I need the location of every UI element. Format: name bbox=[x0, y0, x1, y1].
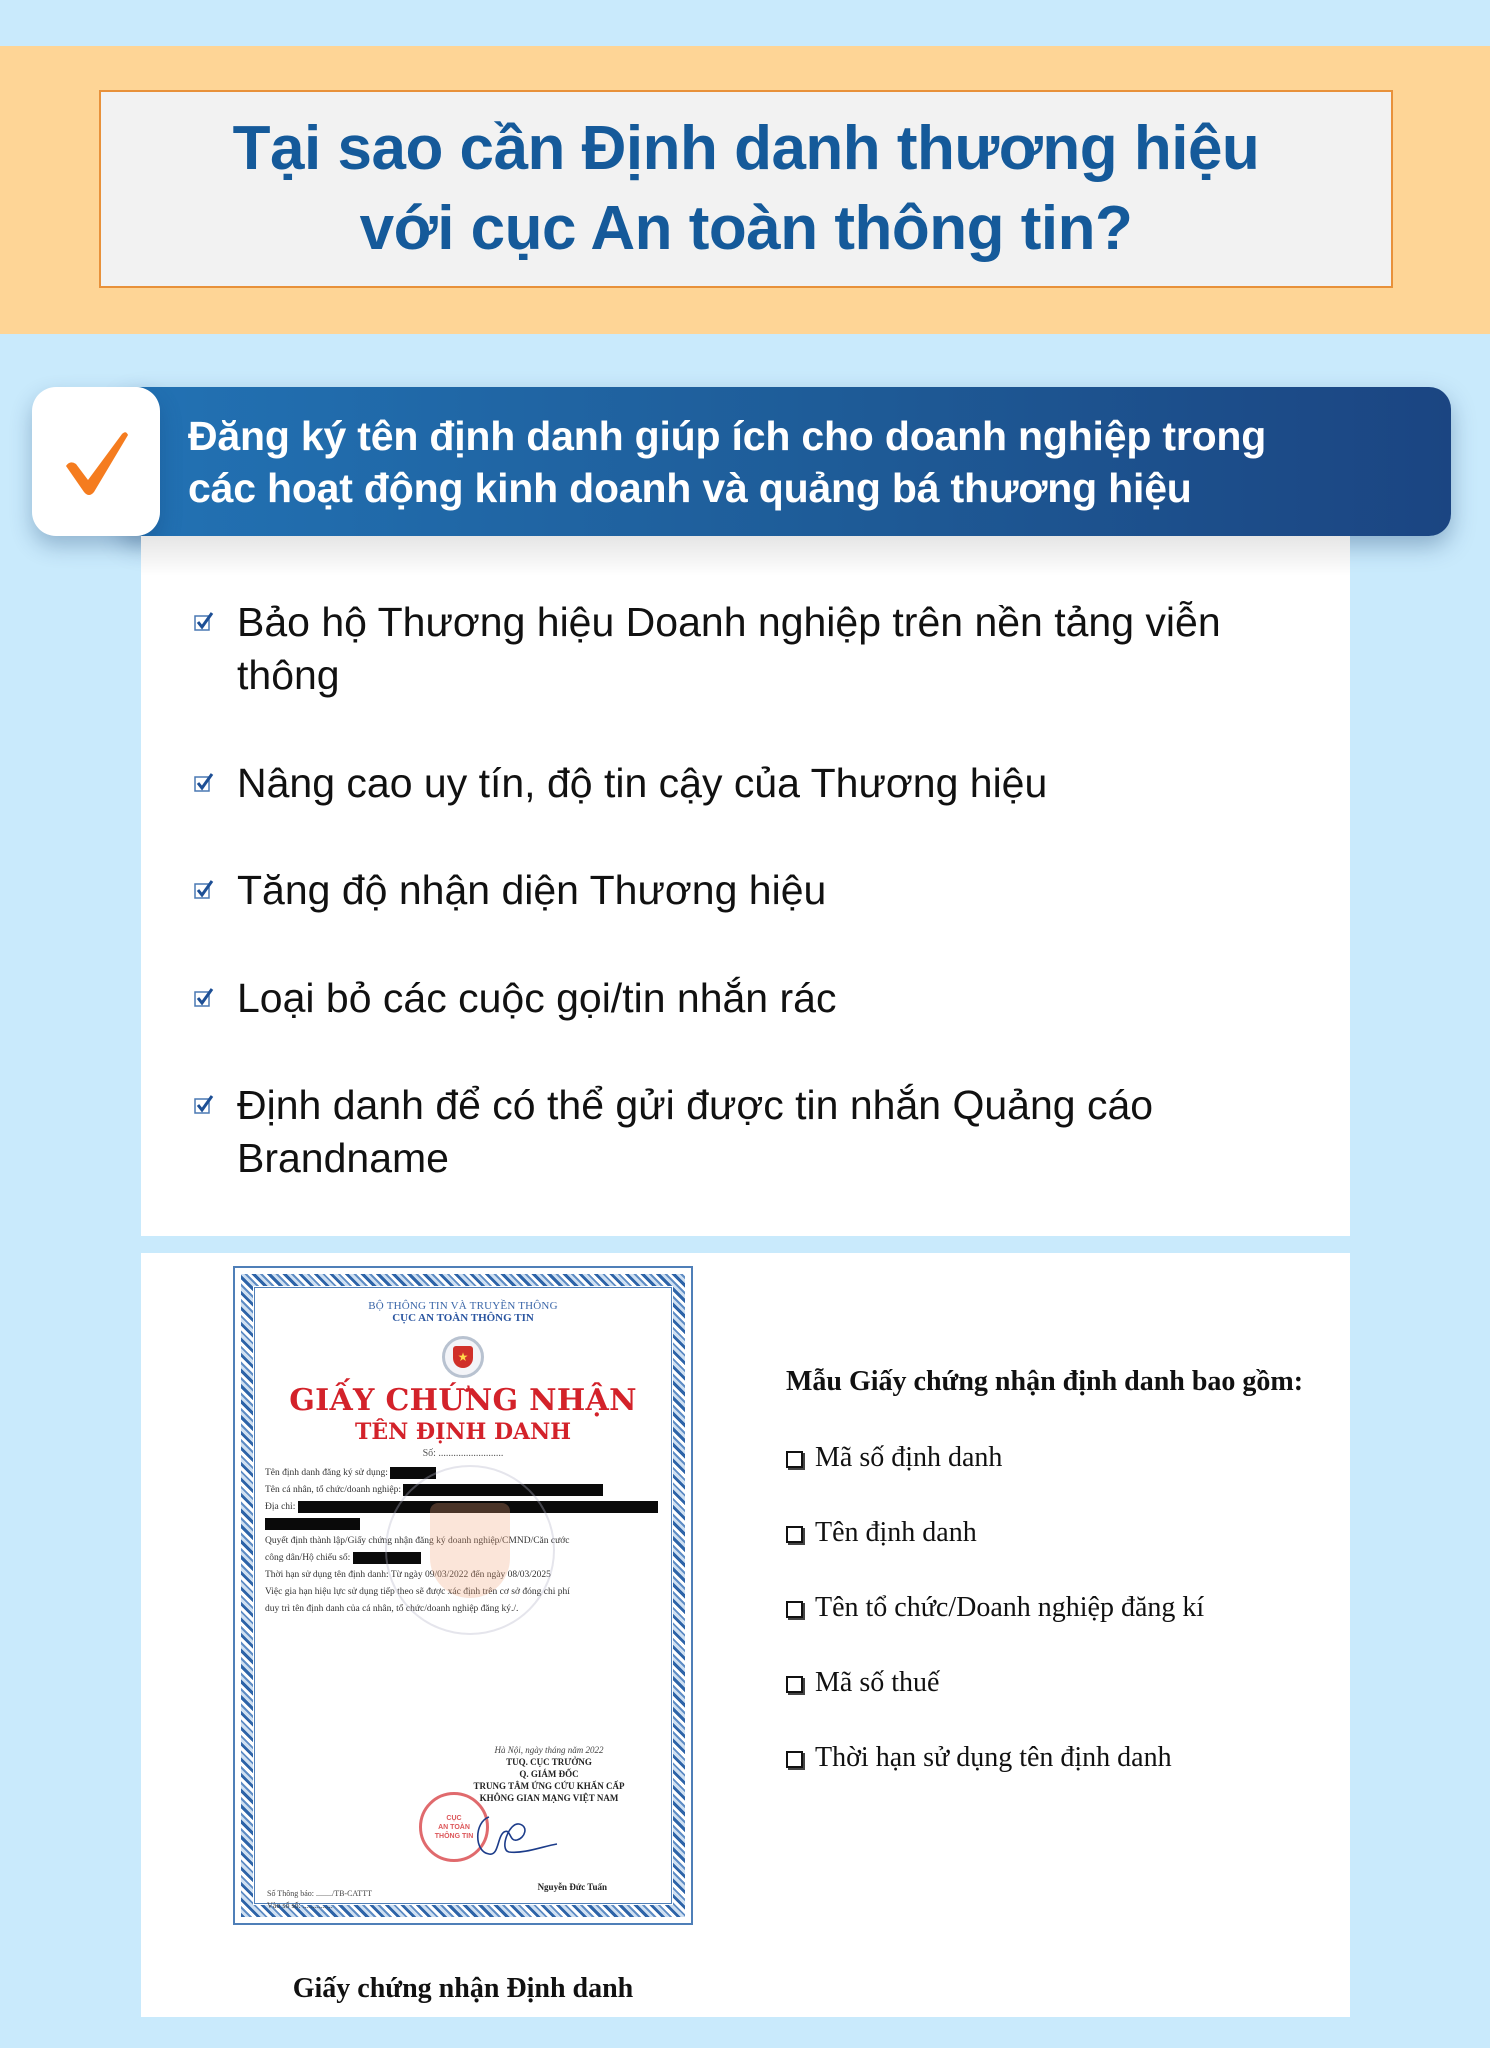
cert-renewal: duy trì tên định danh của cá nhân, tổ chức/doanh nghiệp đăng ký./. bbox=[265, 1604, 519, 1614]
cert-footer-line: Vào sổ số: ............... bbox=[267, 1901, 333, 1910]
cert-field-label: Địa chỉ: bbox=[265, 1502, 296, 1512]
certificate-image bbox=[233, 1266, 693, 1925]
cert-date: Hà Nội, ngày tháng năm 2022 bbox=[494, 1745, 604, 1755]
checked-box-icon bbox=[193, 772, 215, 794]
cert-body bbox=[265, 1465, 661, 1618]
benefit-item bbox=[193, 1079, 1257, 1185]
contents-title: Mẫu Giấy chứng nhận định danh bao gồm: bbox=[786, 1366, 1304, 1397]
benefit-item bbox=[193, 757, 1257, 810]
benefit-item bbox=[193, 596, 1257, 702]
banner-text-line-1: Đăng ký tên định danh giúp ích cho doanh nghiệp trong bbox=[188, 412, 1267, 459]
cert-number: Số: .......................... bbox=[422, 1448, 504, 1459]
cert-title: GIẤY CHỨNG NHẬN bbox=[289, 1383, 637, 1418]
cert-sign-title: Q. GIÁM ĐỐC bbox=[519, 1769, 579, 1779]
certificate-contents bbox=[786, 1363, 1306, 1776]
certificate-ornamental-border bbox=[241, 1274, 685, 1917]
empty-checkbox-icon bbox=[786, 1451, 803, 1468]
contents-item-text: Thời hạn sử dụng tên định danh bbox=[815, 1742, 1172, 1773]
emblem-icon: ★ bbox=[442, 1336, 484, 1378]
benefit-item bbox=[193, 972, 1257, 1025]
contents-item bbox=[786, 1740, 1306, 1776]
cert-department: CỤC AN TOÀN THÔNG TIN bbox=[392, 1312, 534, 1324]
redacted-block bbox=[265, 1518, 360, 1530]
benefit-text: Định danh để có thể gửi được tin nhắn Quảng cáo Brandname bbox=[237, 1082, 1154, 1181]
checked-box-icon bbox=[193, 879, 215, 901]
cert-signature-block bbox=[449, 1744, 649, 1804]
cert-signer: Nguyễn Đức Tuấn bbox=[537, 1882, 607, 1892]
checked-box-icon bbox=[193, 611, 215, 633]
stamp-text: CỤC bbox=[446, 1814, 462, 1822]
contents-item-text: Mã số định danh bbox=[815, 1442, 1003, 1473]
cert-field-label: Tên định danh đăng ký sử dụng: bbox=[265, 1468, 388, 1478]
cert-subtitle: TÊN ĐỊNH DANH bbox=[354, 1419, 572, 1445]
cert-field-label: công dân/Hộ chiếu số: bbox=[265, 1553, 351, 1563]
cert-field-label: Quyết định thành lập/Giấy chứng nhận đăng ký doanh nghiệp/CMND/Căn cước bbox=[265, 1536, 570, 1546]
watermark-emblem-icon bbox=[385, 1465, 555, 1635]
benefit-text: Tăng độ nhận diện Thương hiệu bbox=[237, 867, 827, 913]
cert-field-label: Tên cá nhân, tổ chức/doanh nghiệp: bbox=[265, 1485, 401, 1495]
check-icon bbox=[56, 422, 136, 502]
checked-box-icon bbox=[193, 1094, 215, 1116]
benefit-text: Loại bỏ các cuộc gọi/tin nhắn rác bbox=[237, 975, 837, 1021]
empty-checkbox-icon bbox=[786, 1676, 803, 1693]
empty-checkbox-icon bbox=[786, 1751, 803, 1768]
check-tile bbox=[32, 387, 160, 536]
certificate-caption: Giấy chứng nhận Định danh bbox=[292, 1973, 634, 2004]
cert-validity: Thời hạn sử dụng tên định danh: Từ ngày 09/03/2022 đến ngày 08/03/2025 bbox=[265, 1570, 551, 1580]
contents-item bbox=[786, 1590, 1306, 1626]
page-title-line-2: với cục An toàn thông tin? bbox=[359, 194, 1133, 263]
benefits-panel bbox=[141, 536, 1350, 1236]
benefit-text: Bảo hộ Thương hiệu Doanh nghiệp trên nền tảng viễn thông bbox=[237, 599, 1221, 698]
stamp-text: AN TOÀN bbox=[438, 1823, 470, 1831]
cert-footer-line: Số Thông báo: ......../TB-CATTT bbox=[267, 1889, 372, 1898]
empty-checkbox-icon bbox=[786, 1526, 803, 1543]
checked-box-icon bbox=[193, 987, 215, 1009]
cert-sign-title: TUQ. CỤC TRƯỞNG bbox=[506, 1757, 592, 1767]
benefit-text: Nâng cao uy tín, độ tin cậy của Thương hiệu bbox=[237, 760, 1048, 806]
banner-text-line-2: các hoạt động kinh doanh và quảng bá thương hiệu bbox=[188, 464, 1192, 511]
signature-icon bbox=[469, 1812, 559, 1862]
contents-item-text: Mã số thuế bbox=[815, 1667, 940, 1698]
contents-item-text: Tên định danh bbox=[815, 1517, 977, 1548]
cert-renewal: Việc gia hạn hiệu lực sử dụng tiếp theo sẽ được xác định trên cơ sở đóng chi phí bbox=[265, 1587, 570, 1597]
contents-item-text: Tên tổ chức/Doanh nghiệp đăng kí bbox=[815, 1592, 1205, 1623]
cert-sign-title: KHÔNG GIAN MẠNG VIỆT NAM bbox=[479, 1793, 619, 1803]
certificate-panel bbox=[141, 1253, 1350, 2017]
contents-item bbox=[786, 1440, 1306, 1476]
contents-item bbox=[786, 1665, 1306, 1701]
cert-sign-title: TRUNG TÂM ỨNG CỨU KHẨN CẤP bbox=[473, 1781, 625, 1791]
benefit-banner bbox=[120, 387, 1451, 536]
benefit-item bbox=[193, 864, 1257, 917]
page-title-line-1: Tại sao cần Định danh thương hiệu bbox=[232, 114, 1260, 183]
contents-item bbox=[786, 1515, 1306, 1551]
title-box bbox=[99, 90, 1393, 288]
cert-footer bbox=[267, 1888, 372, 1912]
stamp-text: THÔNG TIN bbox=[434, 1832, 474, 1840]
cert-ministry: BỘ THÔNG TIN VÀ TRUYỀN THÔNG bbox=[368, 1300, 558, 1312]
empty-checkbox-icon bbox=[786, 1601, 803, 1618]
